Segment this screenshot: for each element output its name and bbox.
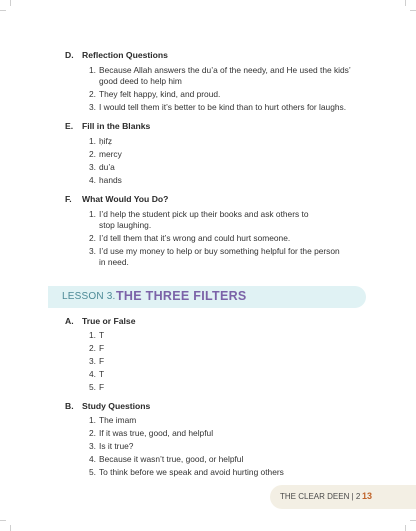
item-text: I’d tell them that it’s wrong and could hurt someone.: [99, 233, 291, 243]
item-number: 1.: [89, 330, 96, 340]
item-number: 4.: [89, 454, 96, 464]
item-text: F: [99, 343, 105, 353]
item-number: 3.: [89, 246, 96, 256]
section-letter: A.: [65, 316, 74, 326]
crop-mark: [410, 520, 416, 521]
item-number: 4.: [89, 175, 96, 185]
item-number: 2.: [89, 428, 96, 438]
section-title: True or False: [82, 316, 136, 326]
section-letter: D.: [65, 50, 74, 60]
item-text: Is it true?: [99, 441, 134, 451]
item-text: du’a: [99, 162, 115, 172]
footer-book-title: THE CLEAR DEEN | 2: [280, 492, 361, 501]
item-text: Because Allah answers the du’a of the needy, and He used the kids’: [99, 65, 351, 75]
item-text: hands: [99, 175, 122, 185]
crop-mark: [405, 525, 406, 531]
item-number: 1.: [89, 415, 96, 425]
item-number: 3.: [89, 162, 96, 172]
item-text: mercy: [99, 149, 122, 159]
item-text: T: [99, 330, 105, 340]
item-text: I would tell them it’s better to be kind than to hurt others for laughs.: [99, 102, 347, 112]
crop-mark: [0, 10, 6, 11]
item-text: ḥifẓ: [99, 136, 113, 146]
item-number: 3.: [89, 356, 96, 366]
item-text: I’d help the student pick up their books and ask others to: [99, 209, 309, 219]
section-letter: F.: [65, 194, 72, 204]
page-footer: [270, 485, 416, 509]
crop-mark: [10, 0, 11, 6]
item-number: 2.: [89, 233, 96, 243]
lesson-title: THE THREE FILTERS: [116, 289, 247, 303]
item-number: 5.: [89, 382, 96, 392]
section-title: Study Questions: [82, 401, 151, 411]
item-number: 2.: [89, 343, 96, 353]
item-text: F: [99, 356, 105, 366]
item-text: in need.: [99, 257, 129, 267]
crop-mark: [0, 520, 6, 521]
item-number: 2.: [89, 89, 96, 99]
item-text: I’d use my money to help or buy something helpful for the person: [99, 246, 340, 256]
section-title: Fill in the Blanks: [82, 121, 151, 131]
lesson-banner: [48, 286, 366, 308]
item-number: 5.: [89, 467, 96, 477]
crop-mark: [405, 0, 406, 6]
item-number: 3.: [89, 441, 96, 451]
crop-mark: [10, 525, 11, 531]
item-number: 1.: [89, 136, 96, 146]
item-text: Because it wasn’t true, good, or helpful: [99, 454, 244, 464]
section-title: Reflection Questions: [82, 50, 168, 60]
item-number: 1.: [89, 209, 96, 219]
section-title: What Would You Do?: [82, 194, 169, 204]
crop-mark: [410, 10, 416, 11]
item-text: good deed to help him: [99, 76, 182, 86]
item-number: 2.: [89, 149, 96, 159]
item-text: To think before we speak and avoid hurting others: [99, 467, 284, 477]
section-letter: E.: [65, 121, 74, 131]
lesson-number: LESSON 3.: [62, 291, 116, 302]
item-text: The imam: [99, 415, 137, 425]
page-number: 13: [362, 491, 373, 501]
item-text: T: [99, 369, 105, 379]
item-text: F: [99, 382, 105, 392]
item-text: They felt happy, kind, and proud.: [99, 89, 221, 99]
item-number: 1.: [89, 65, 96, 75]
section-letter: B.: [65, 401, 74, 411]
item-number: 4.: [89, 369, 96, 379]
item-number: 3.: [89, 102, 96, 112]
item-text: stop laughing.: [99, 220, 152, 230]
item-text: If it was true, good, and helpful: [99, 428, 214, 438]
